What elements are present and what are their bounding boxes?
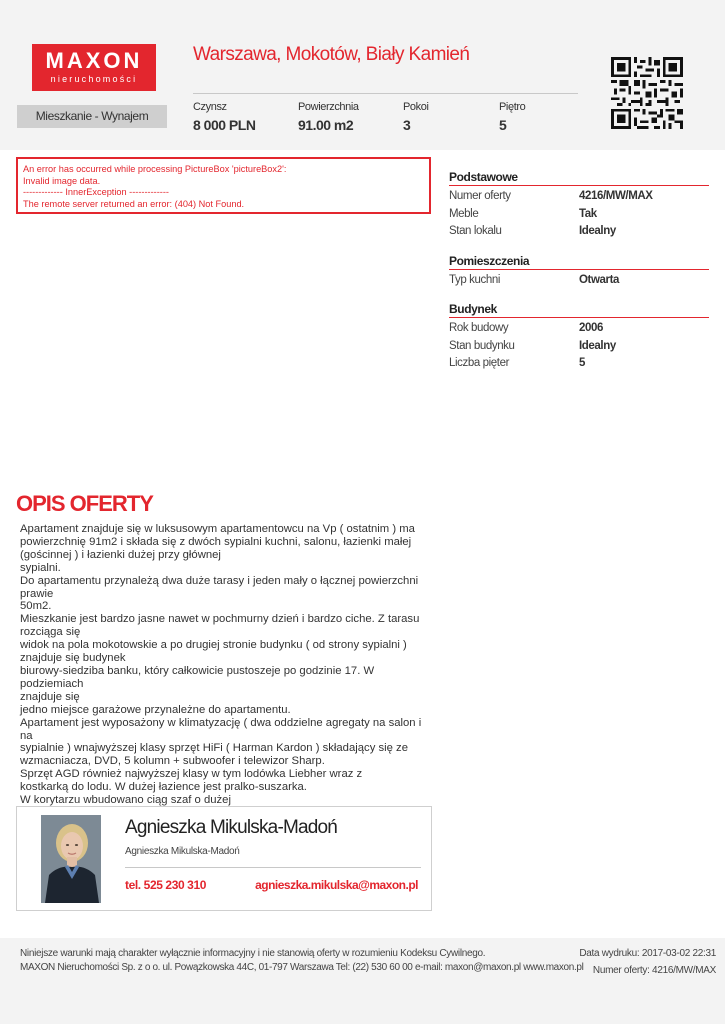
footer-print-date: Data wydruku: 2017-03-02 22:31 (579, 948, 716, 959)
details-section-basic (449, 170, 709, 241)
offer-details (449, 170, 709, 386)
stat-rent-label: Czynsz (193, 101, 227, 113)
stat-area-label: Powierzchnia (298, 101, 359, 113)
detail-label: Numer oferty (449, 190, 511, 202)
detail-label: Stan lokalu (449, 225, 502, 237)
detail-row (449, 355, 709, 373)
agent-photo (41, 815, 101, 903)
error-line-4: The remote server returned an error: (404) Not Found. (23, 198, 245, 209)
agent-phone[interactable]: tel. 525 230 310 (125, 878, 207, 892)
description-text: Apartament znajduje się w luksusowym apartamentowcu na Vp ( ostatnim ) ma powierzchnię 91m2 i składa się z dwóch sypialni kuchni, salonu, łazienki małej (gościnnej ) i łazienki dużej przy głównej sypialni. Do apartamentu przynależą dwa duże tarasy i jeden mały o łącznej powierzchni prawie 50m2. Mieszkanie jest bardzo jasne nawet w pochmurny dzień i bardzo ciche. Z tarasu rozciąga się widok na pola mokotowskie a po drugiej stronie budynku ( od strony sypialni ) znajduje się budynek biurowy-siedziba banku, który całkowicie pustoszeje po godzinie 17. W podziemiach znajduje się jedno miejsce garażowe przynależne do apartamentu. Apartament jest wyposażony w klimatyzację ( dwa oddzielne agregaty na salon i na sypialnie ) wnajwyższej klasy sprzęt HiFi ( Harman Kardon ) składający się ze wzmacniacza, DVD, 5 kolumn + subwoofer i telewizor Sharp. Sprzęt AGD również najwyższej klasy w tym lodówka Liebher wraz z kostkarką do lodu. W dużej łazience jest pralko-suszarka. W korytarzu wbudowano ciąg szaf o dużej (20, 523, 422, 807)
detail-label: Meble (449, 207, 479, 220)
detail-value: Idealny (579, 339, 616, 352)
detail-row (449, 223, 709, 241)
detail-label: Stan budynku (449, 339, 515, 352)
detail-label: Liczba pięter (449, 357, 510, 369)
detail-row (449, 320, 709, 338)
error-line-3: ------------- InnerException ------------- (23, 187, 169, 197)
footer-company-info: MAXON Nieruchomości Sp. z o o. ul. Powązkowska 44C, 01-797 Warszawa Tel: (22) 530 60 00 e-mail: maxon@maxon.pl www.maxon.pl (20, 962, 584, 973)
stat-rent-value: 8 000 PLN (193, 117, 256, 133)
detail-value: 5 (579, 357, 585, 369)
detail-row (449, 188, 709, 206)
stat-rooms (403, 100, 429, 134)
agent-name: Agnieszka Mikulska-Madoń (125, 817, 338, 838)
details-section-building (449, 302, 709, 373)
detail-label: Rok budowy (449, 322, 509, 334)
stat-rooms-label: Pokoi (403, 101, 429, 113)
details-section-rooms (449, 254, 709, 290)
description-title: OPIS OFERTY (16, 491, 153, 516)
stat-rent (193, 100, 255, 134)
section-title: Budynek (449, 302, 497, 316)
section-title: Podstawowe (449, 170, 518, 184)
detail-row (449, 338, 709, 356)
detail-row (449, 272, 709, 290)
stat-floor (499, 100, 525, 134)
stat-floor-label: Piętro (499, 101, 526, 113)
footer-offer-number: Numer oferty: 4216/MW/MAX (592, 965, 716, 976)
detail-row (449, 206, 709, 224)
qr-code-icon (611, 57, 683, 129)
section-title: Pomieszczenia (449, 253, 530, 268)
offer-location: Warszawa, Mokotów, Biały Kamień (193, 44, 470, 65)
stat-rooms-value: 3 (403, 117, 411, 133)
offer-type-badge: Mieszkanie - Wynajem (17, 105, 167, 128)
header-divider (193, 93, 578, 94)
section-divider (449, 269, 709, 270)
section-divider (449, 317, 709, 318)
agent-card (16, 806, 432, 911)
logo-main-text: MAXON (45, 48, 143, 73)
detail-value: 2006 (579, 322, 603, 334)
logo-sub-text: nieruchomości (50, 74, 138, 84)
error-line-2: Invalid image data. (23, 175, 101, 186)
stat-area-value: 91.00 m2 (298, 117, 354, 133)
agent-email-link[interactable]: agnieszka.mikulska@maxon.pl (255, 878, 418, 892)
agent-subtitle: Agnieszka Mikulska-Madoń (125, 846, 240, 857)
stat-floor-value: 5 (499, 117, 507, 133)
detail-value: Tak (579, 207, 597, 220)
error-line-1: An error has occurred while processing PictureBox 'pictureBox2': (23, 164, 287, 174)
detail-value: Idealny (579, 225, 616, 237)
section-divider (449, 185, 709, 186)
footer-disclaimer: Niniejsze warunki mają charakter wyłącznie informacyjny i nie stanowią oferty w rozumieniu Kodeksu Cywilnego. (20, 948, 486, 959)
detail-label: Typ kuchni (449, 273, 500, 286)
image-error-box (16, 157, 431, 214)
maxon-logo (32, 44, 156, 91)
detail-value: Otwarta (579, 273, 620, 286)
agent-divider (125, 867, 421, 868)
stat-area (298, 100, 359, 134)
detail-value: 4216/MW/MAX (579, 190, 653, 202)
